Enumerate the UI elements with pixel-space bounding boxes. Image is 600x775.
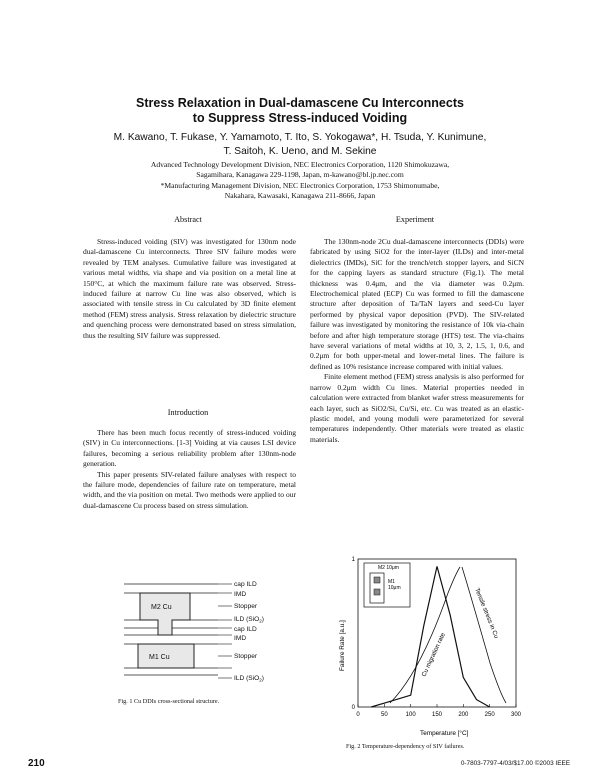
experiment-heading: Experiment xyxy=(395,215,435,224)
fig1-cross-section-diagram xyxy=(118,578,298,690)
fig1-cap-ild-2: cap ILD xyxy=(234,626,257,633)
introduction-paragraph-1: There has been much focus recently of stress-induced voiding (SIV) in Cu interconnections. [1-3] Voiding at via causes LSI device failures, becoming a serious reliability problem after 130nm-node generation. xyxy=(83,428,296,469)
fig1-ild-1: ILD (SiO$_2$) xyxy=(234,616,264,624)
authors-line1: M. Kawano, T. Fukase, Y. Yamamoto, T. Ito, S. Yokogawa*, H. Tsuda, Y. Kunimune, xyxy=(113,132,487,143)
affiliation-line1: Advanced Technology Development Division, NEC Electronics Corporation, 1120 Shimokuzawa, xyxy=(150,160,450,169)
fig2-chart xyxy=(330,553,522,741)
experiment-paragraph-1: The 130nm-node 2Cu dual-damascene interconnects (DDIs) were fabricated by using SiO2 for the inter-layer (ILDs) and inter-metal dielectrics (IMDs), SiC for the trench/etch stopper layers, and SiCN for the capping layers as standard structure (Fig.1). The metal thickness was 0.4μm, and the via diameter was 0.2μm. Electrochemical plated (ECP) Cu was formed to fill the damascene structure after deposition of Ta/TaN layers and seed-Cu layer performed by physical vapor deposition (PVD). The SIV-related failure was investigated by monitoring the resistance of 10k via-chain before and after high temperature storage (HTS) test. The via-chains have several variations of metal widths at 10, 3, 2, 1.5, 1, 0.6, and 0.2μm for both upper-metal and lower-metal lines. The failure is defined as 10% resistance increase compared with initial values. xyxy=(310,237,524,371)
paper-title-line1: Stress Relaxation in Dual-damascene Cu Interconnects xyxy=(136,96,464,110)
fig2-xlabel: Temperature [°C] xyxy=(420,730,469,737)
fig2-xtick-label: 150 xyxy=(431,712,443,718)
fig1-stopper-2: Stopper xyxy=(234,653,258,660)
experiment-body xyxy=(310,237,524,445)
affiliation-line2: Sagamihara, Kanagawa 229-1198, Japan, m-kawano@bl.jp.nec.com xyxy=(196,170,404,179)
abstract-paragraph: Stress-induced voiding (SIV) was investigated for 130nm node dual-damascene Cu interconnects. Three SIV failure modes were revealed by TEM analyses. Cumulative failure was investigated at various metal widths, via shape and via position on a metal line at 150°C, at which the maximum failure rate was observed. Stress-induced failure at narrow Cu line was also observed, which is associated with tensile stress in Cu calculated by 3D finite element method (FEM) stress analysis. Stress relaxation by dielectric structure and quenching process were demonstrated based on stress simulation, thus the resulting SIV failure was suppressed. xyxy=(83,237,296,340)
introduction-body xyxy=(83,428,296,511)
fig2-xtick-label: 100 xyxy=(405,712,416,718)
introduction-paragraph-2: This paper presents SIV-related failure analyses with respect to the failure mode, dependencies of failure rate on temperature, metal width, and the via position on metal. Two methods were applied to our dual-damascene Cu process based on stress simulation. xyxy=(83,469,296,510)
fig2-xtick-label: 0 xyxy=(356,712,360,718)
affiliation-line3: *Manufacturing Management Division, NEC Electronics Corporation, 1753 Shimonumabe, xyxy=(160,181,440,190)
experiment-paragraph-2: Finite element method (FEM) stress analysis is also performed for narrow 0.2μm width Cu lines. Material properties needed in calculation were extracted from blanket wafer stress measurements for each layer, such as SiO2/Si, Cu/Si, etc. Cu was treated as an elastic-plastic model, and young moduli were parameterized for several temperatures independently. Other materials were treated as elastic materials. xyxy=(310,372,524,444)
fig1-stopper-1: Stopper xyxy=(234,603,258,610)
fig2-inset-m2: M2 10μm xyxy=(378,565,399,571)
affiliation-line4: Nakahara, Kawasaki, Kanagawa 211-8666, Japan xyxy=(224,191,376,200)
fig1-imd-1: IMD xyxy=(234,591,247,598)
fig2-inset-m1: M1 xyxy=(388,579,395,585)
fig1-caption: Fig. 1 Cu DDIs cross-sectional structure. xyxy=(118,698,220,705)
fig1-m2-label: M2 Cu xyxy=(151,604,172,611)
page-number: 210 xyxy=(28,758,45,769)
abstract-body xyxy=(83,237,296,341)
paper-title-line2: to Suppress Stress-induced Voiding xyxy=(192,111,408,125)
copyright-line: 0-7803-7797-4/03/$17.00 ©2003 IEEE xyxy=(460,760,570,767)
introduction-heading: Introduction xyxy=(167,408,209,417)
fig2-ytick-label: 1 xyxy=(351,557,355,563)
fig2-curve1-label: Cu migration rate xyxy=(420,631,447,678)
fig2-inset-m1-width: 10μm xyxy=(388,585,401,591)
fig2-inset-schematic xyxy=(364,563,410,607)
fig2-ytick-label: 0 xyxy=(351,705,355,711)
abstract-heading: Abstract xyxy=(174,215,202,224)
fig2-caption: Fig. 2 Temperature-dependency of SIV failures. xyxy=(346,743,465,750)
fig2-xtick-label: 300 xyxy=(510,712,522,718)
fig2-curve2-label: Tensile stress in Cu xyxy=(473,587,500,640)
fig1-imd-2: IMD xyxy=(234,635,247,642)
fig1-cap-ild-1: cap ILD xyxy=(234,581,257,588)
fig2-xtick-label: 50 xyxy=(380,712,388,718)
fig1-m1-label: M1 Cu xyxy=(149,654,170,661)
fig1-ild-2: ILD (SiO$_2$) xyxy=(234,675,264,683)
fig2-xtick-label: 200 xyxy=(458,712,469,718)
fig2-ylabel: Failure Rate [a.u.] xyxy=(339,620,346,671)
authors-line2: T. Saitoh, K. Ueno, and M. Sekine xyxy=(223,146,377,157)
fig2-xtick-label: 250 xyxy=(484,712,495,718)
